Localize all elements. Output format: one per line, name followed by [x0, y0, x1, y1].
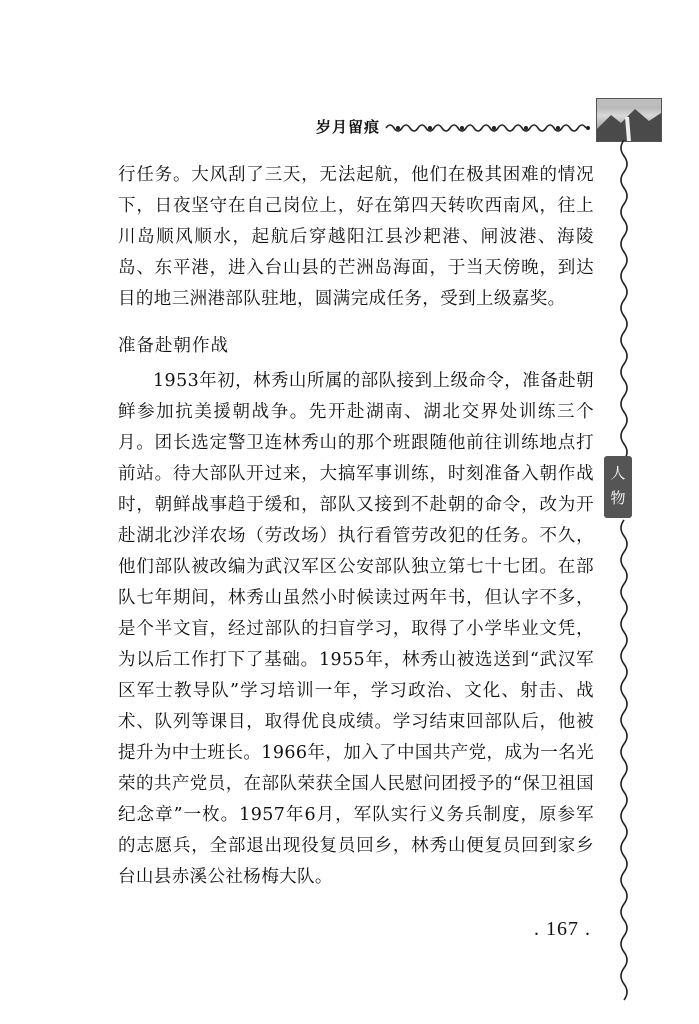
- page-header: [0, 0, 699, 140]
- paragraph-2: 1953年初，林秀山所属的部队接到上级命令，准备赴朝鲜参加抗美援朝战争。先开赴湖南、湖北交界处训练三个月。团长选定警卫连林秀山的那个班跟随他前往训练地点打前站。待大部队开过来，大搞军事训练，时刻准备入朝作战时，朝鲜战事趋于缓和，部队又接到不赴朝的命令，改为开赴湖北沙洋农场（劳改场）执行看管劳改犯的任务。不久，他们部队被改编为武汉军区公安部队独立第七十七团。在部队七年期间，林秀山虽然小时候读过两年书，但认字不多，是个半文盲，经过部队的扫盲学习，取得了小学毕业文凭，为以后工作打下了基础。1955年，林秀山被选送到“武汉军区军士教导队”学习培训一年，学习政治、文化、射击、战术、队列等课目，取得优良成绩。学习结束回部队后，他被提升为中士班长。1966年，加入了中国共产党，成为一名光荣的共产党员，在部队荣获全国人民慰问团授予的“保卫祖国纪念章”一枚。1957年6月，军队实行义务兵制度，原参军的志愿兵，全部退出现役复员回乡，林秀山便复员回到家乡台山县赤溪公社杨梅大队。: [118, 371, 594, 887]
- section-heading: 准备赴朝作战: [118, 336, 229, 356]
- chapter-side-tab: [604, 456, 632, 518]
- page-body: [118, 160, 594, 893]
- side-tab-char-1: 人: [610, 464, 626, 482]
- scroll-ornament-icon: [384, 121, 596, 135]
- paragraph-1: 行任务。大风刮了三天，无法起航，他们在极其困难的情况下，日夜坚守在自己岗位上，好在第四天转吹西南风，往上川岛顺风顺水，起航后穿越阳江县沙耙港、闸波港、海陵岛、东平港，进入台山县的芒洲岛海面，于当天傍晚，到达目的地三洲港部队驻地，圆满完成任务，受到上级嘉奖。: [118, 165, 594, 309]
- page-number: . 167 .: [534, 918, 591, 940]
- side-tab-char-2: 物: [610, 489, 626, 507]
- section-title: 岁月留痕: [316, 118, 381, 136]
- landscape-photo-icon: [596, 98, 662, 142]
- vertical-chain-ornament-icon: [616, 140, 632, 1020]
